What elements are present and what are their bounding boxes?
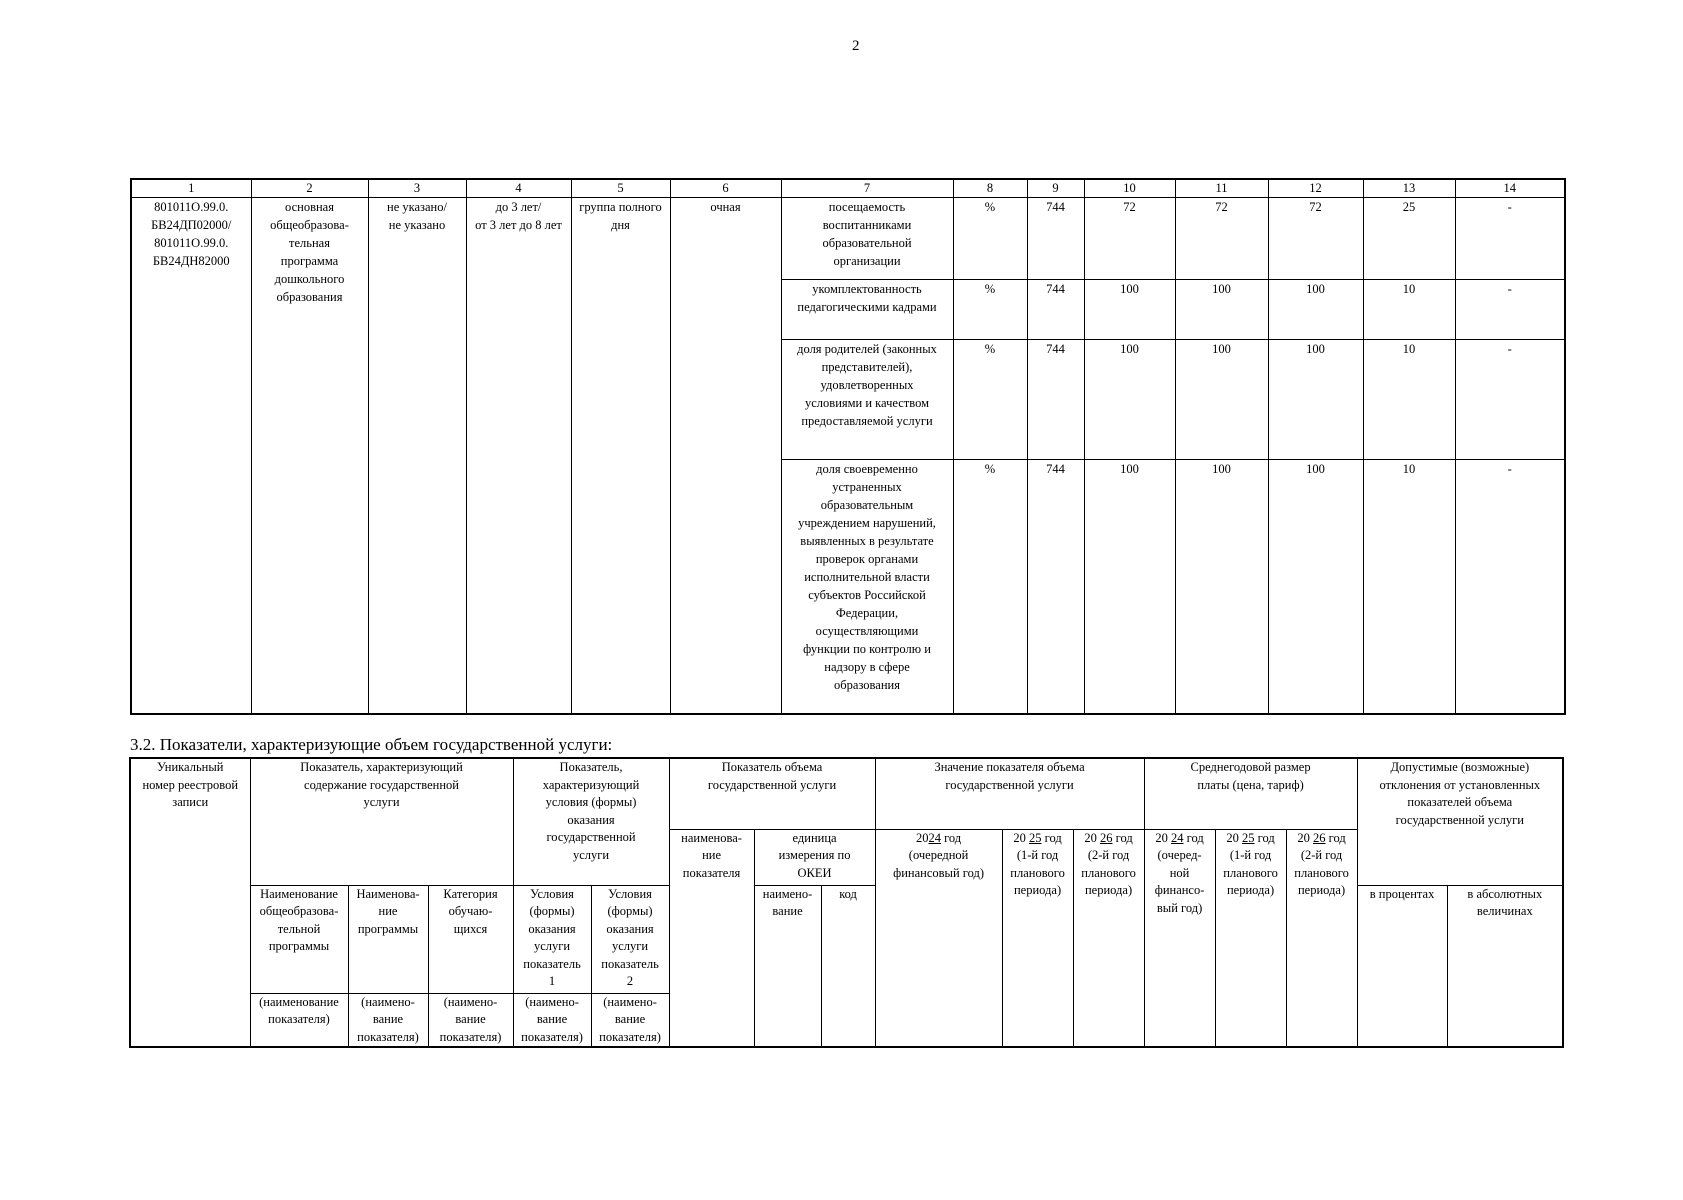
- year-3-header: 20 26 год (2-й год планового периода): [1073, 829, 1144, 1047]
- indicator-name-note: (наимено- вание показателя): [348, 993, 428, 1047]
- fee-year-1-header: 20 24 год (очеред- ной финансо- вый год): [1144, 829, 1215, 1047]
- unit-code: 744: [1027, 280, 1084, 340]
- value-year-3: 100: [1268, 340, 1363, 460]
- condition-2-subheader: Условия (формы) оказания услуги показатель 2: [591, 885, 669, 993]
- deviation-spacer: [1357, 829, 1563, 885]
- condition-1-value: группа полного дня: [571, 198, 670, 714]
- value-year-2: 100: [1175, 280, 1268, 340]
- volume-unit-header: единица измерения по ОКЕИ: [754, 829, 875, 885]
- program-name-subheader: Наименова- ние программы: [348, 885, 428, 993]
- year-1-header: 2024 год (очередной финансовый год): [875, 829, 1002, 1047]
- value-year-3: 72: [1268, 198, 1363, 280]
- deviation-absolute: -: [1455, 198, 1565, 280]
- unit-code: 744: [1027, 198, 1084, 280]
- value-year-1: 100: [1084, 340, 1175, 460]
- value-year-2: 100: [1175, 340, 1268, 460]
- header-row: [130, 758, 1563, 829]
- deviation-percent: 10: [1363, 460, 1455, 714]
- category-subheader: Категория обучаю- щихся: [428, 885, 513, 993]
- unit-name: %: [953, 460, 1027, 714]
- indicator-name-note: (наименование показателя): [250, 993, 348, 1047]
- col-num: 8: [953, 179, 1027, 198]
- deviation-header: Допустимые (возможные) отклонения от установленных показателей объема государственной услуги: [1357, 758, 1563, 829]
- condition-2-value: очная: [670, 198, 781, 714]
- deviation-percent: 25: [1363, 198, 1455, 280]
- unique-number-header: Уникальный номер реестровой записи: [130, 758, 250, 1047]
- condition-1-subheader: Условия (формы) оказания услуги показатель 1: [513, 885, 591, 993]
- deviation-percent: 10: [1363, 340, 1455, 460]
- value-year-3: 100: [1268, 460, 1363, 714]
- value-year-3: 100: [1268, 280, 1363, 340]
- table-row: [131, 198, 1565, 280]
- column-number-row: [131, 179, 1565, 198]
- indicator-name-note: (наимено- вание показателя): [428, 993, 513, 1047]
- program-name: основная общеобразова- тельная программа дошкольного образования: [251, 198, 368, 714]
- deviation-absolute: -: [1455, 460, 1565, 714]
- unit-name: %: [953, 198, 1027, 280]
- col-num: 2: [251, 179, 368, 198]
- conditions-header: Показатель, характеризующий условия (формы) оказания государственной услуги: [513, 758, 669, 885]
- indicator-name-note: (наимено- вание показателя): [591, 993, 669, 1047]
- volume-name-header: наименова- ние показателя: [669, 829, 754, 1047]
- value-year-1: 72: [1084, 198, 1175, 280]
- indicator-name-note: (наимено- вание показателя): [513, 993, 591, 1047]
- col-num: 3: [368, 179, 466, 198]
- deviation-percent-header: в процентах: [1357, 885, 1447, 1047]
- col-num: 7: [781, 179, 953, 198]
- unit-name: %: [953, 340, 1027, 460]
- fee-header: Среднегодовой размер платы (цена, тариф): [1144, 758, 1357, 829]
- unit-code-subheader: код: [821, 885, 875, 1047]
- indicator-name: посещаемость воспитанниками образовательной организации: [781, 198, 953, 280]
- year-2-header: 20 25 год (1-й год планового периода): [1002, 829, 1073, 1047]
- value-year-2: 100: [1175, 460, 1268, 714]
- volume-indicators-table: [129, 757, 1564, 1048]
- unit-name: %: [953, 280, 1027, 340]
- indicator-name: доля своевременно устраненных образовательным учреждением нарушений, выявленных в результате проверок органами исполнительной власти субъектов Российской Федерации, осуществляющими функции по контролю и надзору в сфере образования: [781, 460, 953, 714]
- col-num: 12: [1268, 179, 1363, 198]
- col-num: 5: [571, 179, 670, 198]
- content-header: Показатель, характеризующий содержание государственной услуги: [250, 758, 513, 885]
- section-heading: 3.2. Показатели, характеризующие объем государственной услуги:: [130, 735, 613, 754]
- col-num: 6: [670, 179, 781, 198]
- program-value: не указано/ не указано: [368, 198, 466, 714]
- indicator-name: укомплектованность педагогическими кадрами: [781, 280, 953, 340]
- deviation-absolute: -: [1455, 340, 1565, 460]
- category-value: до 3 лет/ от 3 лет до 8 лет: [466, 198, 571, 714]
- indicator-name: доля родителей (законных представителей), удовлетворенных условиями и качеством предоставляемой услуги: [781, 340, 953, 460]
- program-subheader: Наименование общеобразова- тельной программы: [250, 885, 348, 993]
- value-year-1: 100: [1084, 280, 1175, 340]
- deviation-absolute: -: [1455, 280, 1565, 340]
- col-num: 9: [1027, 179, 1084, 198]
- unit-name-subheader: наимено- вание: [754, 885, 821, 1047]
- registry-number: 801011О.99.0. БВ24ДП02000/ 801011О.99.0. БВ24ДН82000: [131, 198, 251, 714]
- deviation-percent: 10: [1363, 280, 1455, 340]
- fee-year-2-header: 20 25 год (1-й год планового периода): [1215, 829, 1286, 1047]
- value-year-2: 72: [1175, 198, 1268, 280]
- unit-code: 744: [1027, 340, 1084, 460]
- quality-indicators-table: [130, 178, 1566, 715]
- col-num: 13: [1363, 179, 1455, 198]
- value-header: Значение показателя объема государственной услуги: [875, 758, 1144, 829]
- col-num: 11: [1175, 179, 1268, 198]
- volume-header: Показатель объема государственной услуги: [669, 758, 875, 829]
- deviation-absolute-header: в абсолютных величинах: [1447, 885, 1563, 1047]
- col-num: 4: [466, 179, 571, 198]
- value-year-1: 100: [1084, 460, 1175, 714]
- col-num: 14: [1455, 179, 1565, 198]
- page-number: 2: [852, 38, 860, 54]
- fee-year-3-header: 20 26 год (2-й год планового периода): [1286, 829, 1357, 1047]
- col-num: 1: [131, 179, 251, 198]
- unit-code: 744: [1027, 460, 1084, 714]
- col-num: 10: [1084, 179, 1175, 198]
